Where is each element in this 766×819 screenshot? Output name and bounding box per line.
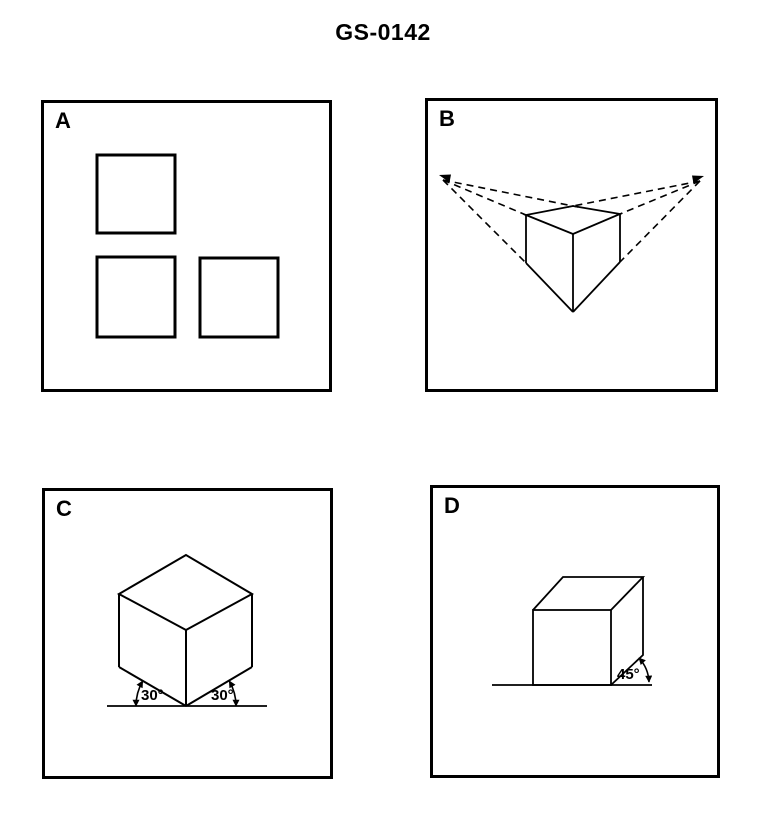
perspective-cube [526,206,620,312]
oblique-cube-drawing [433,488,717,775]
panel-c [42,488,333,779]
panel-label: B [439,106,455,131]
cube-front-face [533,610,611,685]
page-title: GS-0142 [335,19,431,45]
orthographic-views-drawing [44,103,329,389]
cube-top-face [119,555,252,630]
panel-label: C [56,496,72,521]
isometric-cube-drawing [45,491,330,776]
cube-edge [526,263,573,312]
cube-top-face [533,577,643,610]
angle-label: 45° [617,666,640,683]
ortho-square-top [97,155,175,233]
cube-edge [573,262,620,312]
angle-label: 30° [141,687,164,704]
ortho-square-bottom-right [200,258,278,337]
two-point-perspective-drawing [428,101,715,389]
construction-line [620,181,700,262]
ortho-square-bottom-left [97,257,175,337]
construction-line [620,181,700,214]
cube-top-face [526,206,620,234]
panel-label: A [55,108,71,133]
construction-line [443,180,526,215]
angle-label: 30° [211,687,234,704]
panel-d [430,485,720,778]
construction-line [443,180,578,207]
isometric-cube [119,555,252,706]
panel-a [41,100,332,392]
panel-label: D [444,493,460,518]
construction-lines [443,180,700,263]
construction-line [568,181,700,207]
angle-arc [639,658,649,682]
panel-b [425,98,718,392]
construction-line [443,180,526,263]
